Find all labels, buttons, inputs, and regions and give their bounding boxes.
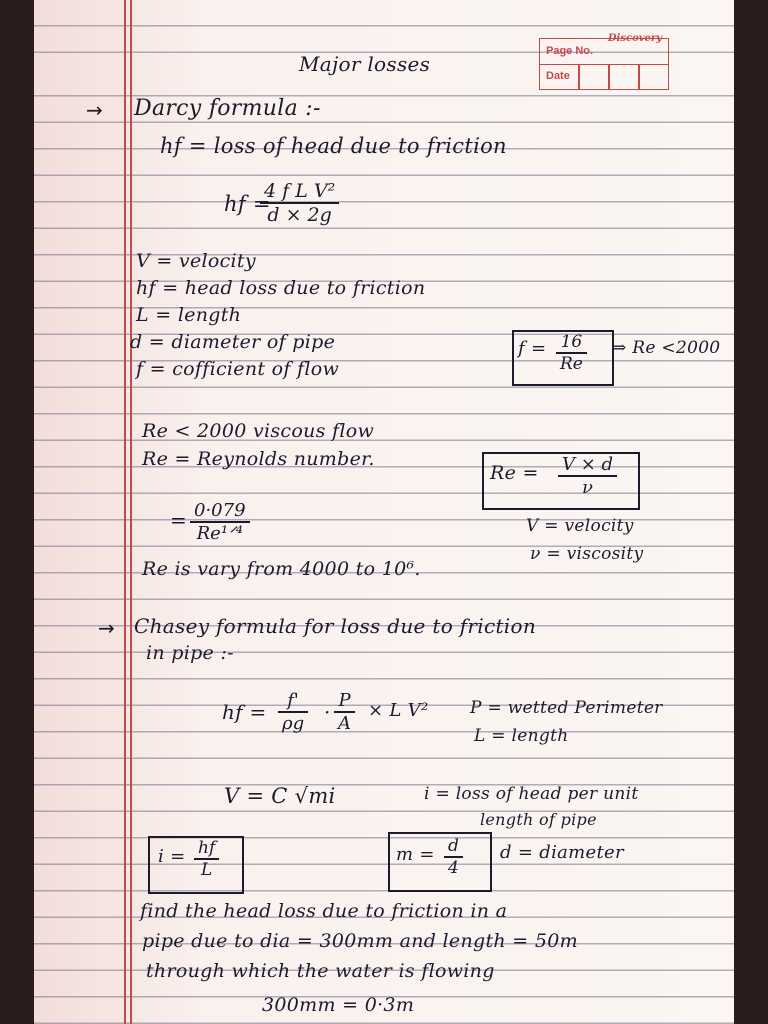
re-definition: Re = Reynolds number. xyxy=(142,448,375,470)
re-laminar-line: Re < 2000 viscous flow xyxy=(142,420,375,442)
var-velocity: V = velocity xyxy=(136,250,256,272)
problem-line-1: find the head loss due to friction in a xyxy=(140,900,508,922)
i-definition: i = loss of head per unit xyxy=(424,784,639,804)
m-box-numerator: d xyxy=(444,836,463,858)
problem-line-3: through which the water is flowing xyxy=(146,960,495,982)
m-box-denominator: 4 xyxy=(448,858,459,878)
chezy-f2-denominator: A xyxy=(338,713,351,734)
page-info-box xyxy=(539,33,669,90)
turbulent-numerator: 0·079 xyxy=(190,500,250,523)
darcy-formula-lhs: hf = xyxy=(224,192,271,216)
darcy-formula-fraction xyxy=(260,180,339,226)
re-box-numerator: V × d xyxy=(558,454,617,477)
dot-operator: · xyxy=(324,700,331,724)
problem-line-2: pipe due to dia = 300mm and length = 50m xyxy=(142,930,578,952)
chezy-velocity-equation: V = C √mi xyxy=(224,784,336,808)
darcy-formula-numerator: 4 f L V² xyxy=(260,180,339,204)
brand-logo: Discovery xyxy=(607,33,662,44)
viscosity-note: ν = viscosity xyxy=(530,544,644,564)
m-box-fraction xyxy=(444,836,463,878)
chezy-fraction-1 xyxy=(278,690,308,734)
var-coefficient: f = cofficient of flow xyxy=(136,358,340,380)
f-box-fraction xyxy=(556,332,587,374)
velocity-note: V = velocity xyxy=(526,516,634,536)
length-definition: L = length xyxy=(474,726,569,746)
i-box-fraction xyxy=(194,838,219,880)
chezy-heading: Chasey formula for loss due to friction xyxy=(134,614,537,638)
turbulent-fraction xyxy=(190,500,250,544)
var-length: L = length xyxy=(136,304,242,326)
i-box-lhs: i = xyxy=(158,846,186,867)
darcy-formula-denominator: d × 2g xyxy=(267,204,332,226)
re-box-denominator: ν xyxy=(582,477,593,498)
re-box-lhs: Re = xyxy=(490,462,539,484)
chezy-heading-line2: in pipe :- xyxy=(146,642,234,664)
f-box-lhs: f = xyxy=(518,338,547,359)
var-head-loss: hf = head loss due to friction xyxy=(136,277,426,299)
arrow-icon: → xyxy=(86,98,103,122)
var-diameter: d = diameter of pipe xyxy=(130,331,336,353)
chezy-f1-numerator: f' xyxy=(278,690,308,713)
darcy-heading: Darcy formula :- xyxy=(134,96,321,121)
f-box-condition: ⇒ Re <2000 xyxy=(612,338,721,358)
diameter-definition: d = diameter xyxy=(500,842,624,863)
turbulent-denominator: Re¹ᐟ⁴ xyxy=(196,523,243,544)
perimeter-definition: P = wetted Perimeter xyxy=(470,698,663,718)
re-range: Re is vary from 4000 to 10⁶. xyxy=(142,558,421,580)
chezy-f1-denominator: ρg xyxy=(282,713,305,734)
darcy-definition: hf = loss of head due to friction xyxy=(160,134,507,158)
chezy-fraction-2 xyxy=(334,690,355,734)
f-box-denominator: Re xyxy=(560,354,583,374)
i-box-numerator: hf xyxy=(194,838,219,860)
date-label: Date xyxy=(546,70,570,82)
i-box-denominator: L xyxy=(200,860,213,880)
margin-line-right xyxy=(130,0,132,1024)
chezy-f2-numerator: P xyxy=(334,690,355,713)
m-box-lhs: m = xyxy=(396,844,435,865)
re-box-fraction xyxy=(558,454,617,498)
problem-line-4: 300mm = 0·3m xyxy=(262,994,415,1016)
turbulent-lhs: = xyxy=(170,508,188,532)
arrow-icon: → xyxy=(98,616,115,640)
page-no-label: Page No. xyxy=(546,45,594,57)
page-title: Major losses xyxy=(299,52,431,76)
i-definition-line2: length of pipe xyxy=(480,810,597,829)
notebook-page xyxy=(34,0,734,1024)
margin-line-left xyxy=(124,0,126,1024)
chezy-formula-tail: × L V² xyxy=(368,700,429,721)
f-box-numerator: 16 xyxy=(556,332,587,354)
chezy-formula-lhs: hf = xyxy=(222,700,267,724)
